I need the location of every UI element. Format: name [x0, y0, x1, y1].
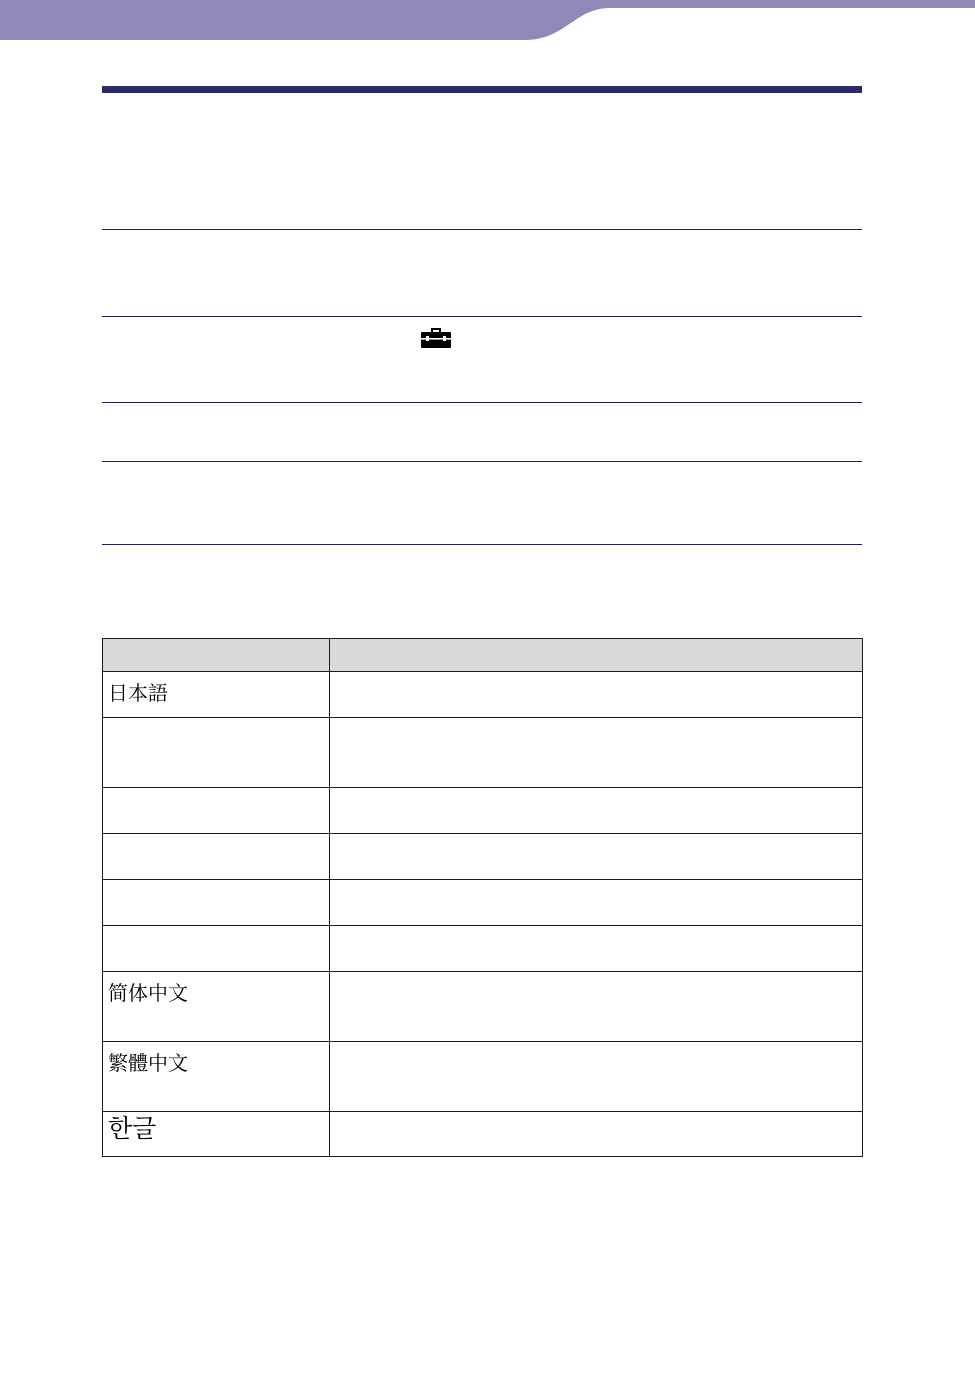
- description-cell: [330, 926, 863, 972]
- section-divider: [102, 402, 862, 403]
- language-cell: [103, 788, 330, 834]
- description-cell: [330, 718, 863, 788]
- table-row: [103, 926, 863, 972]
- language-table: [102, 638, 863, 1157]
- section-divider: [102, 461, 862, 462]
- title-rule: [102, 86, 862, 93]
- table-row: [103, 880, 863, 926]
- description-cell: [330, 834, 863, 880]
- description-cell: [330, 1042, 863, 1112]
- language-cell: [103, 926, 330, 972]
- table-row: [103, 718, 863, 788]
- table-row: [103, 1042, 863, 1112]
- table-header-cell: [103, 639, 330, 672]
- top-header-band: [0, 0, 975, 42]
- table-row: [103, 672, 863, 718]
- header-band-shape: [0, 0, 975, 40]
- description-cell: [330, 880, 863, 926]
- language-cell: 日本語: [103, 672, 330, 718]
- table-row: [103, 1112, 863, 1157]
- description-cell: [330, 672, 863, 718]
- table-header-cell: [330, 639, 863, 672]
- language-cell: [103, 834, 330, 880]
- section-divider: [102, 229, 862, 230]
- description-cell: [330, 972, 863, 1042]
- table-row: [103, 834, 863, 880]
- language-cell: [103, 718, 330, 788]
- description-cell: [330, 788, 863, 834]
- section-divider: [102, 544, 862, 545]
- description-cell: [330, 1112, 863, 1157]
- language-cell: 简体中文: [103, 972, 330, 1042]
- toolbox-icon: [420, 325, 452, 349]
- language-cell: 한글: [103, 1112, 330, 1157]
- table-row: [103, 788, 863, 834]
- language-cell: [103, 880, 330, 926]
- language-cell: 繁體中文: [103, 1042, 330, 1112]
- section-divider: [102, 316, 862, 317]
- table-header-row: [103, 639, 863, 672]
- table-row: [103, 972, 863, 1042]
